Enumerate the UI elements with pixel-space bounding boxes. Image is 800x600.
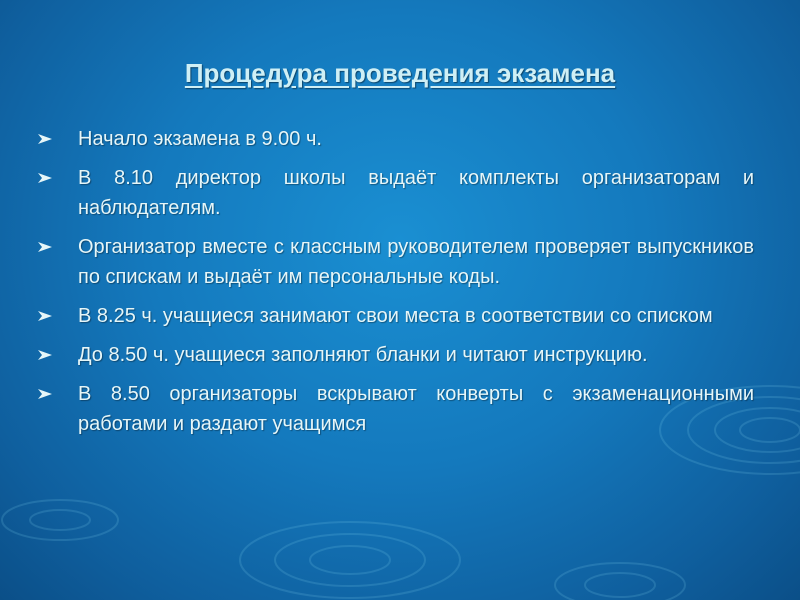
arrowhead-bullet-icon	[36, 301, 58, 331]
list-item	[36, 232, 754, 292]
arrowhead-bullet-icon	[36, 124, 58, 154]
arrowhead-bullet-icon	[36, 340, 58, 370]
list-item	[36, 301, 754, 331]
list-item	[36, 124, 754, 154]
bullet-text: Организатор вместе с классным руководителем проверяет выпускников по спискам и выдаёт им персональные коды.	[78, 236, 754, 288]
list-item	[36, 340, 754, 370]
list-item	[36, 379, 754, 439]
bullet-list	[36, 124, 754, 448]
bullet-text: Начало экзамена в 9.00 ч.	[78, 128, 322, 150]
bullet-text: В 8.50 организаторы вскрывают конверты с экзаменационными работами и раздают учащимся	[78, 383, 754, 435]
arrowhead-bullet-icon	[36, 232, 58, 262]
bullet-text: В 8.10 директор школы выдаёт комплекты организаторам и наблюдателям.	[78, 167, 754, 219]
slide-title: Процедура проведения экзамена	[184, 58, 616, 88]
bullet-text: В 8.25 ч. учащиеся занимают свои места в соответствии со списком	[78, 305, 713, 327]
arrowhead-bullet-icon	[36, 379, 58, 409]
list-item	[36, 163, 754, 223]
arrowhead-bullet-icon	[36, 163, 58, 193]
bullet-text: До 8.50 ч. учащиеся заполняют бланки и читают инструкцию.	[78, 344, 648, 366]
